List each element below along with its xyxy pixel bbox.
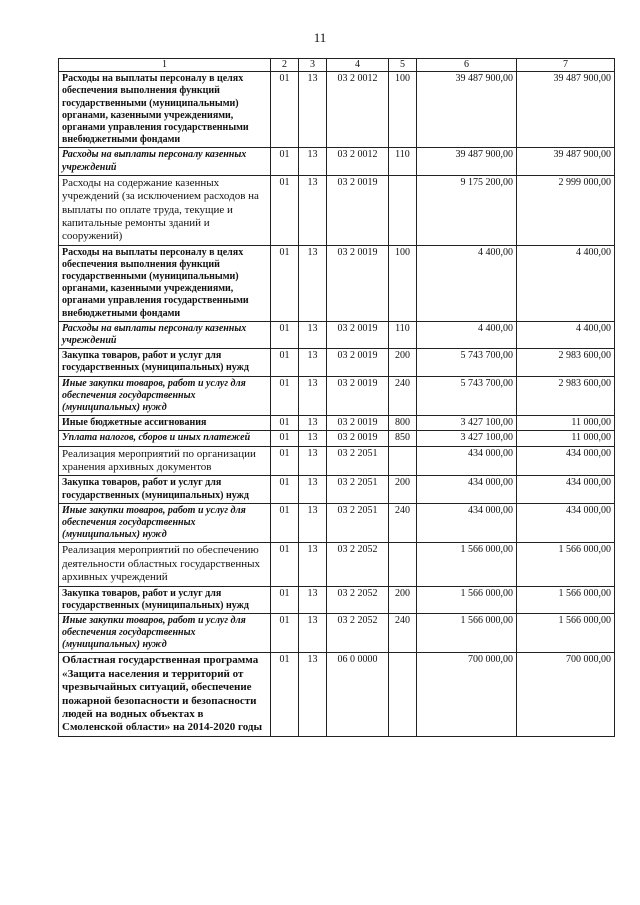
amount-col-7: 1 566 000,00 xyxy=(517,613,615,653)
section-code: 01 xyxy=(271,503,299,543)
item-name: Реализация мероприятий по организации хранения архивных документов xyxy=(59,446,271,476)
subsection-code: 13 xyxy=(299,376,327,416)
amount-col-7: 11 000,00 xyxy=(517,431,615,446)
item-name: Расходы на выплаты персоналу в целях обеспечения выполнения функций государственными (муниципальными) органами, казенными учреждениями, органами управления государственными внебюджетными фондами xyxy=(59,72,271,148)
amount-col-7: 1 566 000,00 xyxy=(517,586,615,613)
amount-col-7: 434 000,00 xyxy=(517,446,615,476)
header-row xyxy=(59,59,615,72)
section-code: 01 xyxy=(271,586,299,613)
expense-type-code: 110 xyxy=(389,321,417,348)
target-article-code: 03 2 0019 xyxy=(327,245,389,321)
expense-type-code: 800 xyxy=(389,416,417,431)
subsection-code: 13 xyxy=(299,416,327,431)
amount-col-6: 4 400,00 xyxy=(417,245,517,321)
subsection-code: 13 xyxy=(299,175,327,245)
section-code: 01 xyxy=(271,321,299,348)
section-code: 01 xyxy=(271,653,299,736)
item-name: Закупка товаров, работ и услуг для государственных (муниципальных) нужд xyxy=(59,476,271,503)
page-number: 11 xyxy=(313,30,327,45)
target-article-code: 03 2 2051 xyxy=(327,503,389,543)
table-row xyxy=(59,613,615,653)
subsection-code: 13 xyxy=(299,148,327,175)
item-name: Расходы на содержание казенных учреждений (за исключением расходов на выплаты по оплате труда, текущие и капитальные ремонты зданий и сооружений) xyxy=(59,175,271,245)
section-code: 01 xyxy=(271,175,299,245)
target-article-code: 03 2 0019 xyxy=(327,175,389,245)
table-row xyxy=(59,446,615,476)
target-article-code: 03 2 2052 xyxy=(327,586,389,613)
amount-col-7: 39 487 900,00 xyxy=(517,148,615,175)
section-code: 01 xyxy=(271,148,299,175)
amount-col-6: 700 000,00 xyxy=(417,653,517,736)
column-header: 2 xyxy=(271,59,299,72)
table-row xyxy=(59,245,615,321)
table-row xyxy=(59,586,615,613)
table-row xyxy=(59,148,615,175)
amount-col-6: 434 000,00 xyxy=(417,476,517,503)
amount-col-7: 2 983 600,00 xyxy=(517,376,615,416)
amount-col-6: 39 487 900,00 xyxy=(417,72,517,148)
expense-type-code: 240 xyxy=(389,376,417,416)
expense-type-code: 240 xyxy=(389,613,417,653)
column-header: 5 xyxy=(389,59,417,72)
table-row xyxy=(59,543,615,586)
target-article-code: 03 2 2052 xyxy=(327,613,389,653)
expense-type-code: 200 xyxy=(389,476,417,503)
column-header: 3 xyxy=(299,59,327,72)
amount-col-7: 4 400,00 xyxy=(517,245,615,321)
item-name: Реализация мероприятий по обеспечению деятельности областных государственных архивных учреждений xyxy=(59,543,271,586)
expense-type-code xyxy=(389,543,417,586)
amount-col-7: 4 400,00 xyxy=(517,321,615,348)
target-article-code: 03 2 0012 xyxy=(327,72,389,148)
target-article-code: 03 2 2052 xyxy=(327,543,389,586)
subsection-code: 13 xyxy=(299,503,327,543)
amount-col-6: 434 000,00 xyxy=(417,446,517,476)
target-article-code: 03 2 0019 xyxy=(327,376,389,416)
section-code: 01 xyxy=(271,245,299,321)
budget-table xyxy=(58,58,615,737)
amount-col-7: 39 487 900,00 xyxy=(517,72,615,148)
expense-type-code: 100 xyxy=(389,72,417,148)
section-code: 01 xyxy=(271,72,299,148)
target-article-code: 03 2 0012 xyxy=(327,148,389,175)
expense-type-code xyxy=(389,175,417,245)
target-article-code: 03 2 0019 xyxy=(327,349,389,376)
amount-col-7: 1 566 000,00 xyxy=(517,543,615,586)
subsection-code: 13 xyxy=(299,476,327,503)
item-name: Иные бюджетные ассигнования xyxy=(59,416,271,431)
amount-col-7: 2 983 600,00 xyxy=(517,349,615,376)
amount-col-6: 9 175 200,00 xyxy=(417,175,517,245)
table-row xyxy=(59,416,615,431)
table-row xyxy=(59,476,615,503)
amount-col-7: 11 000,00 xyxy=(517,416,615,431)
column-header: 1 xyxy=(59,59,271,72)
target-article-code: 06 0 0000 xyxy=(327,653,389,736)
section-code: 01 xyxy=(271,476,299,503)
item-name: Иные закупки товаров, работ и услуг для обеспечения государственных (муниципальных) нужд xyxy=(59,613,271,653)
target-article-code: 03 2 0019 xyxy=(327,321,389,348)
column-header: 4 xyxy=(327,59,389,72)
amount-col-7: 700 000,00 xyxy=(517,653,615,736)
amount-col-7: 434 000,00 xyxy=(517,476,615,503)
amount-col-6: 5 743 700,00 xyxy=(417,349,517,376)
section-code: 01 xyxy=(271,349,299,376)
item-name: Уплата налогов, сборов и иных платежей xyxy=(59,431,271,446)
expense-type-code: 100 xyxy=(389,245,417,321)
column-header: 7 xyxy=(517,59,615,72)
item-name: Закупка товаров, работ и услуг для государственных (муниципальных) нужд xyxy=(59,586,271,613)
table-row xyxy=(59,503,615,543)
column-header: 6 xyxy=(417,59,517,72)
subsection-code: 13 xyxy=(299,653,327,736)
amount-col-6: 1 566 000,00 xyxy=(417,586,517,613)
amount-col-6: 3 427 100,00 xyxy=(417,431,517,446)
subsection-code: 13 xyxy=(299,245,327,321)
section-code: 01 xyxy=(271,446,299,476)
table-row xyxy=(59,349,615,376)
subsection-code: 13 xyxy=(299,321,327,348)
table-row xyxy=(59,376,615,416)
amount-col-7: 2 999 000,00 xyxy=(517,175,615,245)
subsection-code: 13 xyxy=(299,446,327,476)
subsection-code: 13 xyxy=(299,613,327,653)
item-name: Расходы на выплаты персоналу казенных учреждений xyxy=(59,148,271,175)
item-name: Расходы на выплаты персоналу в целях обеспечения выполнения функций государственными (муниципальными) органами, казенными учреждениями, органами управления государственными внебюджетными фондами xyxy=(59,245,271,321)
expense-type-code xyxy=(389,653,417,736)
subsection-code: 13 xyxy=(299,431,327,446)
section-code: 01 xyxy=(271,543,299,586)
table-row xyxy=(59,175,615,245)
amount-col-6: 3 427 100,00 xyxy=(417,416,517,431)
amount-col-7: 434 000,00 xyxy=(517,503,615,543)
amount-col-6: 434 000,00 xyxy=(417,503,517,543)
item-name: Закупка товаров, работ и услуг для государственных (муниципальных) нужд xyxy=(59,349,271,376)
section-code: 01 xyxy=(271,613,299,653)
subsection-code: 13 xyxy=(299,586,327,613)
section-code: 01 xyxy=(271,431,299,446)
target-article-code: 03 2 0019 xyxy=(327,416,389,431)
amount-col-6: 1 566 000,00 xyxy=(417,613,517,653)
target-article-code: 03 2 2051 xyxy=(327,476,389,503)
target-article-code: 03 2 0019 xyxy=(327,431,389,446)
expense-type-code xyxy=(389,446,417,476)
table-row xyxy=(59,653,615,736)
subsection-code: 13 xyxy=(299,543,327,586)
table-row xyxy=(59,431,615,446)
expense-type-code: 200 xyxy=(389,586,417,613)
item-name: Иные закупки товаров, работ и услуг для обеспечения государственных (муниципальных) нужд xyxy=(59,376,271,416)
amount-col-6: 39 487 900,00 xyxy=(417,148,517,175)
expense-type-code: 850 xyxy=(389,431,417,446)
table-row xyxy=(59,321,615,348)
expense-type-code: 240 xyxy=(389,503,417,543)
table-row xyxy=(59,72,615,148)
subsection-code: 13 xyxy=(299,349,327,376)
expense-type-code: 110 xyxy=(389,148,417,175)
item-name: Расходы на выплаты персоналу казенных учреждений xyxy=(59,321,271,348)
subsection-code: 13 xyxy=(299,72,327,148)
section-code: 01 xyxy=(271,376,299,416)
amount-col-6: 5 743 700,00 xyxy=(417,376,517,416)
amount-col-6: 4 400,00 xyxy=(417,321,517,348)
target-article-code: 03 2 2051 xyxy=(327,446,389,476)
amount-col-6: 1 566 000,00 xyxy=(417,543,517,586)
item-name: Иные закупки товаров, работ и услуг для обеспечения государственных (муниципальных) нужд xyxy=(59,503,271,543)
item-name: Областная государственная программа «Защита населения и территорий от чрезвычайных ситуаций, обеспечение пожарной безопасности и безопасности людей на водных объектах в Смоленской области» на 2014-2020 годы xyxy=(59,653,271,736)
section-code: 01 xyxy=(271,416,299,431)
expense-type-code: 200 xyxy=(389,349,417,376)
